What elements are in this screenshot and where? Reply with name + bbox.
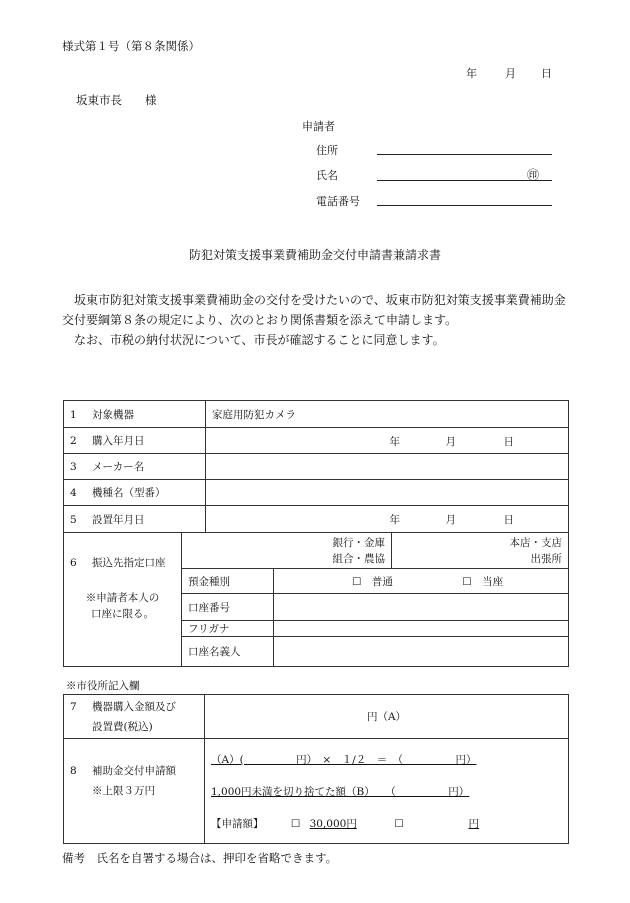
maker-field[interactable] [206, 454, 569, 480]
holder-field[interactable] [274, 637, 569, 667]
table-row: 8 補助金交付申請額 ※上限３万円 （A）( 円） × １/２ ＝ （ 円） 1,000円未満を切り捨てた額（B） （ 円） 【申請額】 ☐ 30,000円 ☐ 円 [64, 739, 569, 844]
remarks: 備考 氏名を自署する場合は、押印を省略できます。 [62, 851, 338, 865]
other-amount-field[interactable]: 円 [468, 818, 479, 830]
row-label: 設置年月日 [92, 513, 145, 526]
calc-line-2[interactable]: 1,000円未満を切り捨てた額（B） （ 円） [211, 786, 470, 798]
purchase-amount-field[interactable]: 円（A） [205, 695, 569, 739]
form-number: 様式第１号（第８条関係） [62, 39, 200, 53]
other-amount-checkbox[interactable]: ☐ [394, 818, 404, 830]
bank-note-2: 口座に限る。 [91, 608, 154, 620]
address-field[interactable] [377, 154, 552, 155]
name-field[interactable] [377, 180, 552, 181]
applicant-heading: 申請者 [302, 120, 335, 133]
table-row: 4 機種名（型番） [64, 480, 569, 506]
calc-line-3 [211, 813, 562, 835]
bank-label: 振込先指定口座 [92, 557, 166, 569]
date-day: 日 [541, 67, 552, 80]
address-label: 住所 [316, 144, 338, 157]
device-value: 家庭用防犯カメラ [206, 401, 569, 428]
body-text [62, 290, 572, 350]
ordinary-checkbox[interactable]: ☐ 普通 [352, 575, 393, 588]
bank-label-cell: 6 振込先指定口座 ※申請者本人の 口座に限る。 [64, 533, 182, 667]
office-table [63, 694, 569, 844]
current-checkbox[interactable]: ☐ 当座 [462, 575, 504, 588]
install-date-field[interactable]: 年 月 日 [206, 506, 569, 533]
bank-note-1: ※申請者本人の [85, 592, 160, 604]
date-month: 月 [505, 67, 516, 80]
body-paragraph-2: なお、市税の納付状況について、市長が確認することに同意します。 [74, 333, 445, 347]
account-number-label: 口座番号 [182, 594, 274, 621]
table-row: 7 機器購入金額及び 設置費(税込) 円（A） [64, 695, 569, 739]
phone-field[interactable] [377, 205, 552, 206]
furigana-label: フリガナ [182, 621, 274, 637]
name-label: 氏名 [316, 169, 338, 182]
seal-mark: ㊞ [527, 168, 540, 182]
deposit-options [274, 569, 569, 594]
application-table [63, 400, 569, 667]
document-title: 防犯対策支援事業費補助金交付申請書兼請求書 [188, 248, 441, 262]
requested-amount-label: 【申請額】 [211, 818, 264, 830]
holder-label: 口座名義人 [182, 637, 274, 667]
deposit-label: 預金種別 [182, 569, 274, 594]
furigana-field[interactable] [274, 621, 569, 637]
fixed-amount: 30,000円 [309, 818, 357, 830]
model-field[interactable] [206, 480, 569, 506]
phone-label: 電話番号 [316, 195, 360, 208]
branch-name-field[interactable]: 本店・支店 出張所 [392, 533, 569, 569]
body-paragraph-1: 坂東市防犯対策支援事業費補助金の交付を受けたいので、坂東市防犯対策支援事業費補助金交付要綱第８条の規定により、次のとおり関係書類を添えて申請します。 [62, 293, 566, 327]
table-row: 2 購入年月日 年 月 日 [64, 428, 569, 454]
account-number-field[interactable] [274, 594, 569, 621]
subsidy-calc-cell [205, 739, 569, 844]
purchase-date-field[interactable]: 年 月 日 [206, 428, 569, 454]
bank-row [64, 533, 569, 569]
bank-name-field[interactable]: 銀行・金庫 組合・農協 [182, 533, 392, 569]
addressee: 坂東市長 様 [76, 93, 157, 107]
row-label: 機種名（型番） [92, 487, 166, 499]
row-label: メーカー名 [92, 461, 145, 473]
table-row: 5 設置年月日 年 月 日 [64, 506, 569, 533]
calc-line-1[interactable]: （A）( 円） × １/２ ＝ （ 円） [211, 754, 477, 766]
office-note: ※市役所記入欄 [66, 680, 140, 692]
table-row: 3 メーカー名 [64, 454, 569, 480]
row-label: 購入年月日 [92, 435, 145, 447]
fixed-amount-checkbox[interactable]: ☐ [290, 818, 301, 830]
row-label: 対象機器 [92, 408, 134, 421]
date-year: 年 [466, 67, 477, 80]
table-row: 1 対象機器 家庭用防犯カメラ [64, 401, 569, 428]
